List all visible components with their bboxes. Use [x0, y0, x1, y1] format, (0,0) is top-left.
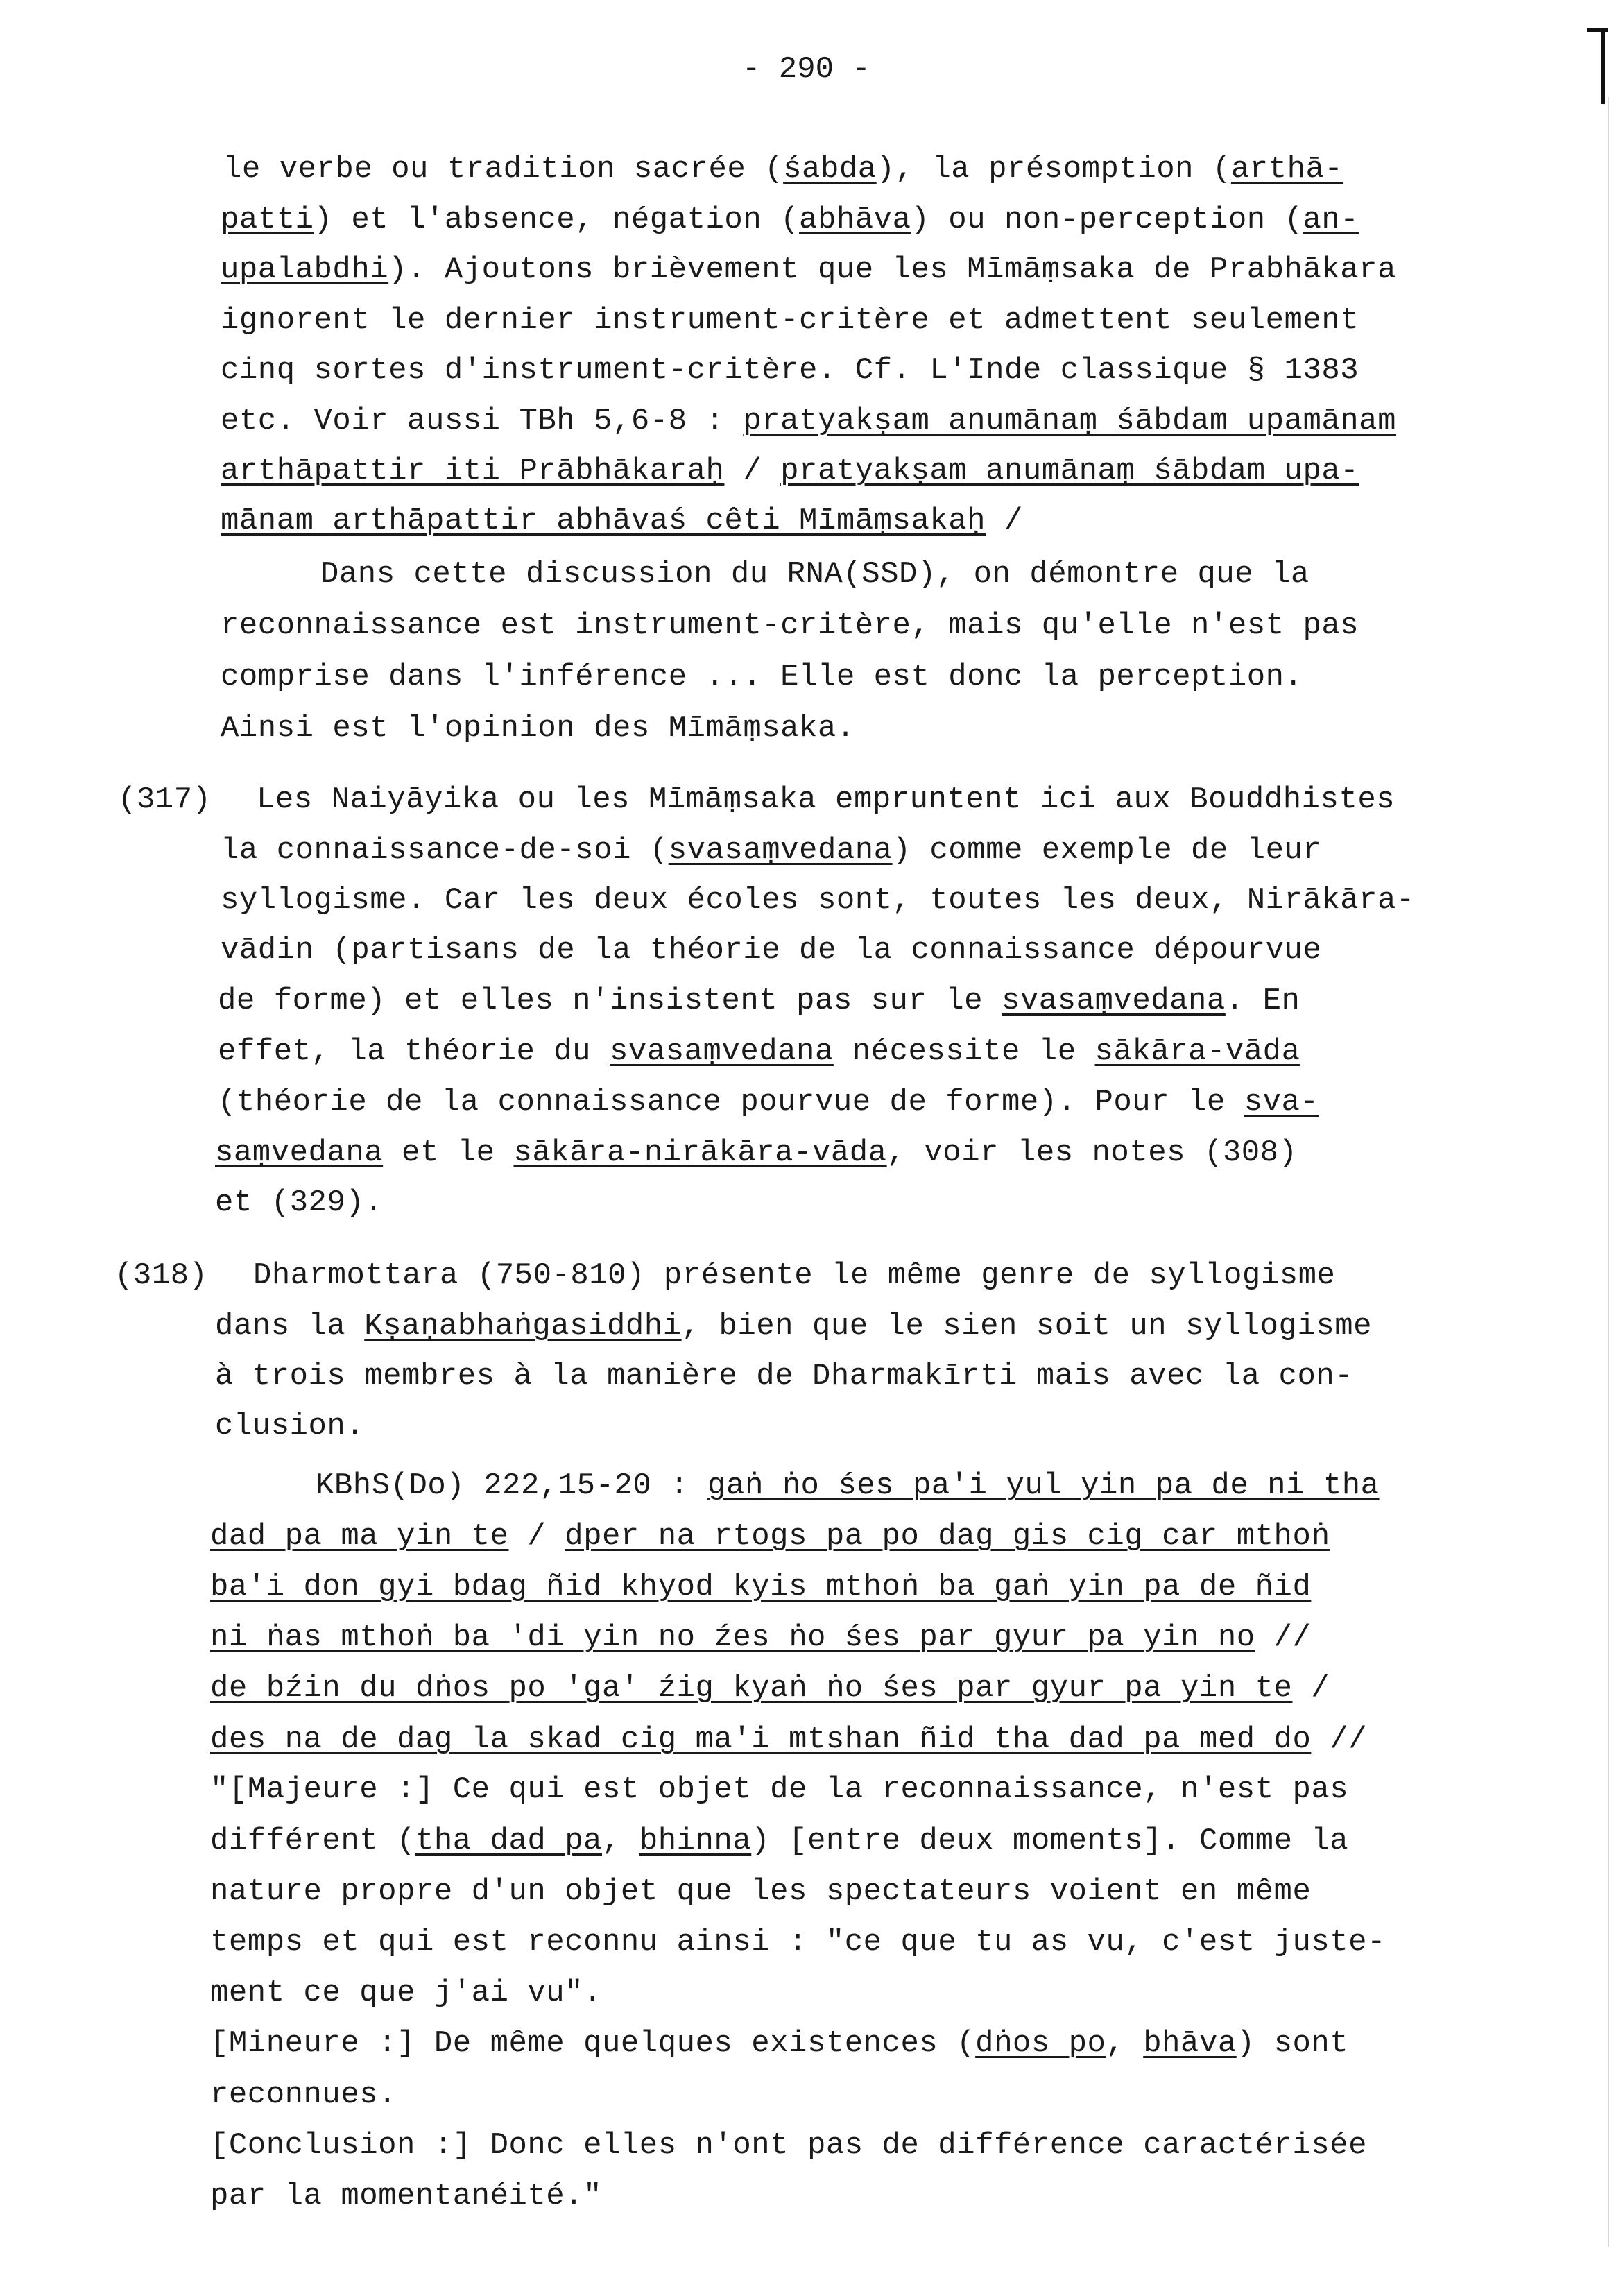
- text-line: de forme) et elles n'insistent pas sur le svasaṃvedana. En: [218, 984, 1300, 1018]
- sanskrit-term: svasaṃvedana: [1001, 984, 1226, 1018]
- text-line: [Mineure :] De même quelques existences (dṅos po, bhāva) sont: [210, 2026, 1349, 2061]
- text-line: upalabdhi). Ajoutons brièvement que les Mīmāṃsaka de Prabhākara: [221, 252, 1396, 287]
- tibetan-citation: ba'i don gyi bdag ñid khyod kyis mthoṅ ba gaṅ yin pa de ñid: [210, 1570, 1312, 1604]
- page-number: - 290 -: [742, 52, 870, 87]
- text-line: saṃvedana et le sākāra-nirākāra-vāda, voir les notes (308): [215, 1136, 1298, 1170]
- sanskrit-term: abhāva: [799, 203, 911, 237]
- sanskrit-term: arthā-: [1230, 152, 1343, 187]
- text-line: clusion.: [215, 1409, 365, 1443]
- sanskrit-term: sākāra-vāda: [1094, 1034, 1300, 1069]
- text-line: "[Majeure :] Ce qui est objet de la reconnaissance, n'est pas: [210, 1772, 1349, 1807]
- tibetan-term: dṅos po: [975, 2026, 1106, 2061]
- sanskrit-term: upalabdhi: [221, 252, 389, 287]
- text-line: des na de dag la skad cig ma'i mtshan ñid tha dad pa med do //: [210, 1722, 1368, 1757]
- sanskrit-term: svasaṃvedana: [668, 833, 893, 868]
- text-line: le verbe ou tradition sacrée (śabda), la présomption (arthā-: [223, 152, 1343, 187]
- text-line: dans la Kṣaṇabhaṅgasiddhi, bien que le sien soit un syllogisme: [215, 1309, 1373, 1344]
- text-line: mānam arthāpattir abhāvaś cêti Mīmāṃsakaḥ /: [221, 504, 1023, 538]
- text-line: à trois membres à la manière de Dharmakīrti mais avec la con-: [215, 1359, 1354, 1394]
- text-line: arthāpattir iti Prābhākaraḥ / pratyakṣam anumānaṃ śābdam upa-: [221, 454, 1359, 488]
- text-line: et (329).: [215, 1185, 384, 1220]
- sanskrit-citation: pratyakṣam anumānaṃ śābdam upamānam: [743, 404, 1396, 438]
- text-line: de bźin du dṅos po 'ga' źig kyaṅ ṅo śes par gyur pa yin te /: [210, 1671, 1330, 1706]
- text-line: par la momentanéité.": [210, 2179, 602, 2213]
- text-line: Les Naiyāyika ou les Mīmāṃsaka empruntent ici aux Bouddhistes: [257, 782, 1396, 817]
- scan-edge: [1608, 97, 1609, 2247]
- sanskrit-term: svasaṃvedana: [610, 1034, 834, 1069]
- text-line: effet, la théorie du svasaṃvedana nécessite le sākāra-vāda: [218, 1034, 1300, 1069]
- text-line: reconnaissance est instrument-critère, mais qu'elle n'est pas: [221, 608, 1359, 643]
- note-number-318: (318): [114, 1258, 208, 1293]
- text-line: comprise dans l'inférence ... Elle est donc la perception.: [221, 660, 1303, 694]
- tibetan-citation: dad pa ma yin te: [210, 1519, 509, 1554]
- sanskrit-citation: arthāpattir iti Prābhākaraḥ: [221, 454, 725, 488]
- text-line: vādin (partisans de la théorie de la connaissance dépourvue: [221, 933, 1322, 968]
- margin-rule: [1601, 28, 1605, 104]
- text-line: Dans cette discussion du RNA(SSD), on démontre que la: [320, 557, 1309, 592]
- text-line: syllogisme. Car les deux écoles sont, toutes les deux, Nirākāra-: [221, 883, 1415, 918]
- text-line: ignorent le dernier instrument-critère et admettent seulement: [221, 303, 1359, 338]
- text-line: Dharmottara (750-810) présente le même genre de syllogisme: [253, 1258, 1336, 1293]
- tibetan-citation: dper na rtogs pa po dag gis cig car mthoṅ: [565, 1519, 1330, 1554]
- sanskrit-term: sākāra-nirākāra-vāda: [513, 1136, 887, 1170]
- tibetan-citation: gaṅ ṅo śes pa'i yul yin pa de ni tha: [707, 1468, 1380, 1503]
- sanskrit-term: bhinna: [639, 1824, 752, 1858]
- text-line: (théorie de la connaissance pourvue de forme). Pour le sva-: [218, 1085, 1319, 1120]
- text-line: différent (tha dad pa, bhinna) [entre deux moments]. Comme la: [210, 1824, 1349, 1858]
- text-line: ment ce que j'ai vu".: [210, 1976, 602, 2010]
- tibetan-citation: ni ṅas mthoṅ ba 'di yin no źes ṅo śes par gyur pa yin no: [210, 1620, 1255, 1655]
- tibetan-citation: de bźin du dṅos po 'ga' źig kyaṅ ṅo śes par gyur pa yin te: [210, 1671, 1293, 1706]
- text-line: patti) et l'absence, négation (abhāva) ou non-perception (an-: [221, 203, 1359, 237]
- text-line: temps et qui est reconnu ainsi : "ce que tu as vu, c'est juste-: [210, 1925, 1386, 1960]
- sanskrit-term: saṃvedana: [215, 1136, 384, 1170]
- tibetan-term: tha dad pa: [415, 1824, 602, 1858]
- sanskrit-term: patti: [221, 203, 314, 237]
- note-number-317: (317): [118, 782, 212, 817]
- text-line: la connaissance-de-soi (svasaṃvedana) comme exemple de leur: [221, 833, 1322, 868]
- text-line: Ainsi est l'opinion des Mīmāṃsaka.: [221, 711, 855, 746]
- sanskrit-citation: mānam arthāpattir abhāvaś cêti Mīmāṃsakaḥ: [221, 504, 986, 538]
- text-line: etc. Voir aussi TBh 5,6-8 : pratyakṣam anumānaṃ śābdam upamānam: [221, 404, 1396, 438]
- sanskrit-term: an-: [1303, 203, 1359, 237]
- text-line: ni ṅas mthoṅ ba 'di yin no źes ṅo śes par gyur pa yin no //: [210, 1620, 1312, 1655]
- sanskrit-title: Kṣaṇabhaṅgasiddhi: [364, 1309, 682, 1344]
- text-line: cinq sortes d'instrument-critère. Cf. L'Inde classique § 1383: [221, 353, 1359, 388]
- sanskrit-term: sva-: [1244, 1085, 1319, 1120]
- text-line: [Conclusion :] Donc elles n'ont pas de différence caractérisée: [210, 2128, 1368, 2163]
- sanskrit-citation: pratyakṣam anumānaṃ śābdam upa-: [780, 454, 1359, 488]
- text-line: KBhS(Do) 222,15-20 : gaṅ ṅo śes pa'i yul yin pa de ni tha: [316, 1468, 1380, 1503]
- tibetan-citation: des na de dag la skad cig ma'i mtshan ñid tha dad pa med do: [210, 1722, 1312, 1757]
- text-line: nature propre d'un objet que les spectateurs voient en même: [210, 1874, 1312, 1909]
- text-line: reconnues.: [210, 2077, 397, 2112]
- text-line: dad pa ma yin te / dper na rtogs pa po dag gis cig car mthoṅ: [210, 1519, 1330, 1554]
- sanskrit-term: bhāva: [1143, 2026, 1237, 2061]
- sanskrit-term: śabda: [783, 152, 877, 187]
